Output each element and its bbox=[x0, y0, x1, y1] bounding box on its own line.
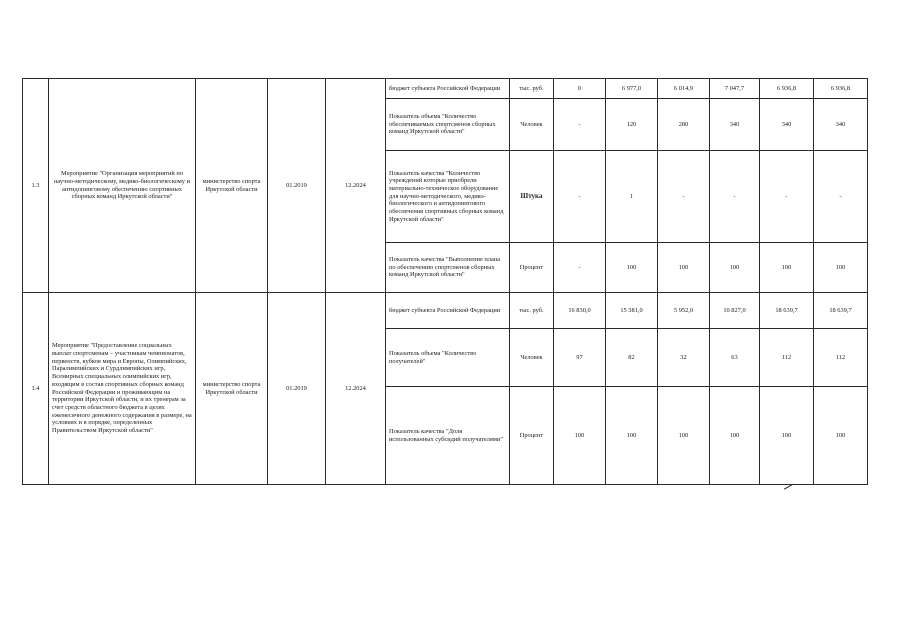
value-cell: - bbox=[554, 243, 606, 293]
indicator-unit: Штука bbox=[510, 151, 554, 243]
program-table bbox=[22, 78, 868, 485]
value-cell: 100 bbox=[814, 387, 868, 485]
indicator-name: Показатель качества "Количество учреждений которые приобрели материально-техническое оборудование для научно-методического, медико-биологического и антидопингового обеспечения спортивных сборных команд Иркутской области" bbox=[386, 151, 510, 243]
indicator-name: Показатель качества "Выполнение плана по обеспечению спортсменов сборных команд Иркутской области" bbox=[386, 243, 510, 293]
value-cell: 100 bbox=[658, 243, 710, 293]
value-cell: 100 bbox=[710, 387, 760, 485]
start-date: 01.2019 bbox=[268, 293, 326, 485]
value-cell: 120 bbox=[606, 99, 658, 151]
value-cell: 16 830,0 bbox=[554, 293, 606, 329]
value-cell: - bbox=[554, 151, 606, 243]
table-row bbox=[23, 79, 868, 99]
value-cell: 63 bbox=[710, 329, 760, 387]
value-cell: 6 014,9 bbox=[658, 79, 710, 99]
value-cell: 6 936,8 bbox=[760, 79, 814, 99]
start-date: 01.2019 bbox=[268, 79, 326, 293]
value-cell: 15 381,0 bbox=[606, 293, 658, 329]
value-cell: 0 bbox=[554, 79, 606, 99]
value-cell: 1 bbox=[606, 151, 658, 243]
responsible-executor: министерство спорта Иркутской области bbox=[196, 79, 268, 293]
value-cell: 18 639,7 bbox=[814, 293, 868, 329]
indicator-name: бюджет субъекта Российской Федерации bbox=[386, 293, 510, 329]
indicator-unit: Человек bbox=[510, 99, 554, 151]
row-number: 1.4 bbox=[23, 293, 49, 485]
indicator-unit: Процент bbox=[510, 387, 554, 485]
value-cell: 6 936,8 bbox=[814, 79, 868, 99]
value-cell: 100 bbox=[606, 387, 658, 485]
value-cell: 100 bbox=[606, 243, 658, 293]
value-cell: - bbox=[814, 151, 868, 243]
value-cell: 100 bbox=[760, 243, 814, 293]
row-number: 1.3 bbox=[23, 79, 49, 293]
value-cell: 100 bbox=[814, 243, 868, 293]
value-cell: 6 977,0 bbox=[606, 79, 658, 99]
responsible-executor: министерство спорта Иркутской области bbox=[196, 293, 268, 485]
value-cell: - bbox=[554, 99, 606, 151]
value-cell: 340 bbox=[710, 99, 760, 151]
value-cell: 82 bbox=[606, 329, 658, 387]
value-cell: 100 bbox=[710, 243, 760, 293]
value-cell: 18 639,7 bbox=[760, 293, 814, 329]
indicator-unit: Процент bbox=[510, 243, 554, 293]
value-cell: 100 bbox=[658, 387, 710, 485]
indicator-name: Показатель качества "Доля использованных субсидий получателями" bbox=[386, 387, 510, 485]
value-cell: - bbox=[658, 151, 710, 243]
end-date: 12.2024 bbox=[326, 293, 386, 485]
end-date: 12.2024 bbox=[326, 79, 386, 293]
indicator-name: бюджет субъекта Российской Федерации bbox=[386, 79, 510, 99]
value-cell: 340 bbox=[814, 99, 868, 151]
event-name: Мероприятие "Организация мероприятий по научно-методическому, медико-биологическому и антидопинговому обеспечению спортивных сборных команд Иркутской области" bbox=[49, 79, 196, 293]
value-cell: 280 bbox=[658, 99, 710, 151]
value-cell: 10 827,0 bbox=[710, 293, 760, 329]
value-cell: 112 bbox=[814, 329, 868, 387]
indicator-unit: тыс. руб. bbox=[510, 79, 554, 99]
value-cell: - bbox=[760, 151, 814, 243]
value-cell: - bbox=[710, 151, 760, 243]
indicator-name: Показатель объема "Количество обеспечиваемых спортсменов сборных команд Иркутской области" bbox=[386, 99, 510, 151]
indicator-unit: Человек bbox=[510, 329, 554, 387]
value-cell: 5 952,0 bbox=[658, 293, 710, 329]
indicator-name: Показатель объема "Количество получателей" bbox=[386, 329, 510, 387]
event-name: Мероприятие "Предоставление социальных выплат спортсменам – участникам чемпионатов, первенств, кубков мира и Европы, Олимпийских, Паралимпийских и Сурдлимпийских игр, Всемирных специальных олимпийских игр, входящим в состав спортивных сборных команд Российской Федерации и проживающим на территории Иркутской области, и их тренерам за счет средств областного бюджета в целях ежемесячного денежного содержания в размере, на условиях и в порядке, определенных Правительством Иркутской области" bbox=[49, 293, 196, 485]
value-cell: 100 bbox=[760, 387, 814, 485]
value-cell: 340 bbox=[760, 99, 814, 151]
value-cell: 32 bbox=[658, 329, 710, 387]
value-cell: 7 047,7 bbox=[710, 79, 760, 99]
indicator-unit: тыс. руб. bbox=[510, 293, 554, 329]
table-row bbox=[23, 293, 868, 329]
value-cell: 112 bbox=[760, 329, 814, 387]
value-cell: 97 bbox=[554, 329, 606, 387]
value-cell: 100 bbox=[554, 387, 606, 485]
